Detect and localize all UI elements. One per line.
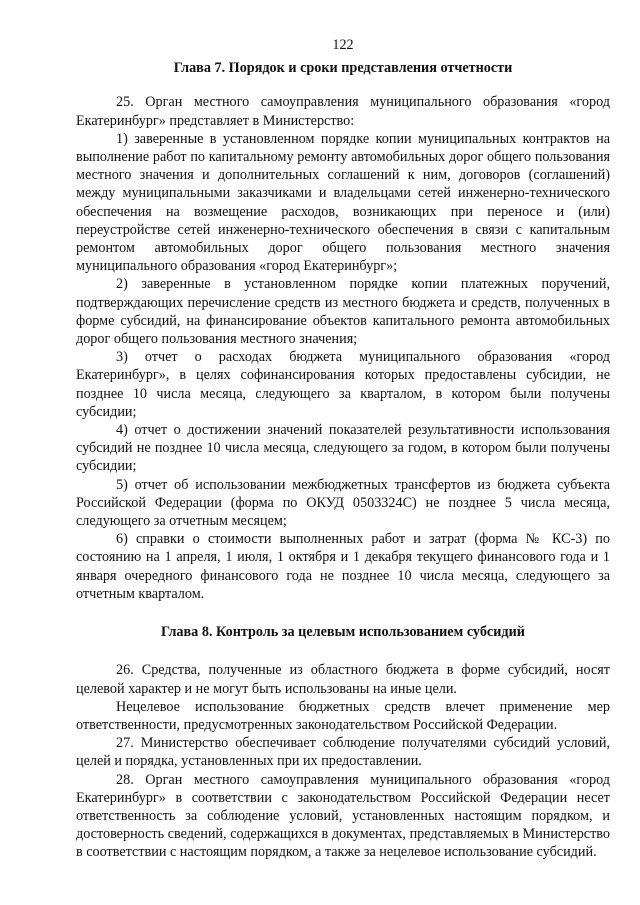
list-item-6: 6) справки о стоимости выполненных работ и затрат (форма № КС-3) по состоянию на 1 апреля, 1 июля, 1 октября и 1 декабря текущего финансового года и 1 января очередного финансового года не позднее 10 числа месяца, следующего за отчетным кварталом. xyxy=(76,531,610,602)
chapter-7-heading: Глава 7. Порядок и сроки представления отчетности xyxy=(173,60,513,77)
page-number: 122 xyxy=(332,37,354,53)
list-item-3: 3) отчет о расходах бюджета муниципального образования «город Екатеринбург», в целях софинансирования которых предоставлены субсидии, не позднее 10 числа месяца, следующего за кварталом, в котором были получены субсидии; xyxy=(76,349,610,420)
paragraph-28: 28. Орган местного самоуправления муниципального образования «город Екатеринбург» в соответствии с законодательством Российской Федерации несет ответственность за соблюдение условий, установленных настоящим порядком, и достоверность сведений, содержащихся в документах, представляемых в Министерство в соответствии с настоящим порядком, а также за нецелевое использование субсидий. xyxy=(76,771,610,861)
list-item-4: 4) отчет о достижении значений показателей результативности использования субсидий не позднее 10 числа месяца, следующего за годом, в котором были получены субсидии; xyxy=(76,422,610,475)
paragraph-25: 25. Орган местного самоуправления муниципального образования «город Екатеринбург» представляет в Министерство: xyxy=(76,94,610,129)
chapter-8-heading: Глава 8. Контроль за целевым использованием субсидий xyxy=(161,624,525,641)
list-item-1: 1) заверенные в установленном порядке копии муниципальных контрактов на выполнение работ по капитальному ремонту автомобильных дорог общего пользования местного значения и дополнительных соглашений к ним, договоров (соглашений) между муниципальными заказчиками и владельцами сетей инженерно-технического обеспечения на возмещение расходов, возникающих при переносе и (или) переустройстве сетей инженерно-технического обеспечения в связи с капитальным ремонтом автомобильных дорог общего пользования местного значения муниципального образования «город Екатеринбург»; xyxy=(76,130,610,275)
list-item-2: 2) заверенные в установленном порядке копии платежных поручений, подтверждающих перечисление средств из местного бюджета и средств, полученных в форме субсидий, на финансирование объектов капитального ремонта автомобильных дорог общего пользования местного значения; xyxy=(76,276,610,348)
document-page xyxy=(76,36,610,862)
paragraph-26: 26. Средства, полученные из областного бюджета в форме субсидий, носят целевой характер и не могут быть использованы на иные цели. xyxy=(76,662,610,697)
list-item-5: 5) отчет об использовании межбюджетных трансфертов из бюджета субъекта Российской Федерации (форма по ОКУД 0503324С) не позднее 5 числа месяца, следующего за отчетным месяцем; xyxy=(76,476,610,530)
paragraph-26-continued: Нецелевое использование бюджетных средств влечет применение мер ответственности, предусмотренных законодательством Российской Федерации. xyxy=(76,698,610,733)
paragraph-27: 27. Министерство обеспечивает соблюдение получателями субсидий условий, целей и порядка, установленных при их предоставлении. xyxy=(76,735,610,770)
